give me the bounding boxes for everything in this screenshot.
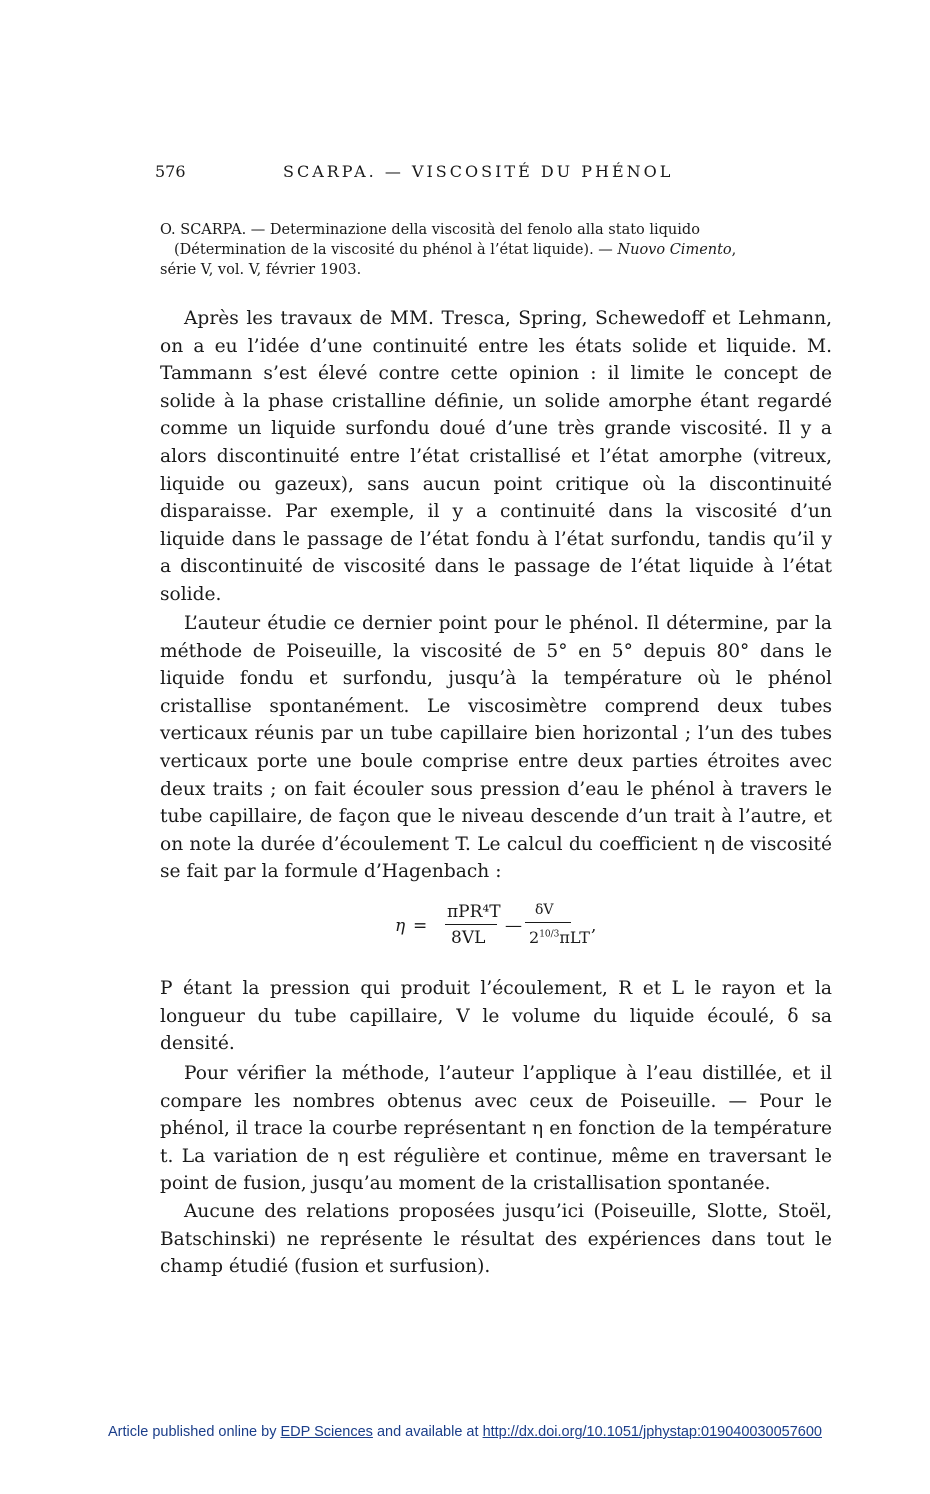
reference-line-1: O. SCARPA. — Determinazione della viscosità del fenolo alla stato liquido [160, 222, 700, 238]
page-number: 576 [155, 162, 186, 181]
formula-den-base: 2 [529, 928, 540, 947]
formula-fraction-2-numerator: δV [535, 902, 554, 918]
reference-line-2-comma: , [731, 242, 737, 258]
paragraph-1-block [160, 305, 832, 609]
bibliographic-reference [160, 220, 832, 280]
formula-minus: — [505, 916, 522, 936]
paragraph-3-block [160, 975, 832, 1058]
formula-fraction-2-bar [525, 922, 571, 923]
formula-den-exponent: 10/3 [539, 929, 560, 940]
running-title: SCARPA. — VISCOSITÉ DU PHÉNOL [283, 162, 674, 181]
formula-equals: = [413, 916, 428, 936]
doi-link[interactable]: http://dx.doi.org/10.1051/jphystap:019040030057600 [482, 1424, 822, 1440]
formula-trailing-comma: , [591, 916, 597, 936]
hagenbach-formula [395, 900, 635, 964]
formula-fraction-1-numerator: πPR⁴T [447, 902, 501, 922]
reference-line-2-text: (Détermination de la viscosité du phénol à l’état liquide). — [174, 242, 618, 258]
publisher-link[interactable]: EDP Sciences [280, 1424, 373, 1440]
footer-prefix: Article published online by [108, 1424, 281, 1440]
footer-middle: and available at [372, 1424, 483, 1440]
publication-footer [0, 1424, 930, 1440]
reference-line-3: série V, vol. V, février 1903. [160, 262, 362, 278]
formula-fraction-1-denominator: 8VL [451, 928, 486, 948]
formula-fraction-2-denominator [529, 928, 590, 947]
formula-den-rest: πLT [559, 928, 590, 947]
paragraph-1: Après les travaux de MM. Tresca, Spring, Schewedoff et Lehmann, on a eu l’idée d’une continuité entre les états solide et liquide. M. Tammann s’est élevé contre cette opinion : il limite le concept de solide à la phase cristalline définie, un solide amorphe étant regardé comme un liquide surfondu doué d’une très grande viscosité. Il y a alors discontinuité entre l’état cristallisé et l’état amorphe (vitreux, liquide ou gazeux), sans aucun point critique où la discontinuité disparaisse. Par exemple, il y a continuité dans la viscosité d’un liquide dans le passage de l’état fondu à l’état surfondu, tandis qu’il y a discontinuité de viscosité dans le passage de l’état liquide à l’état solide. [160, 308, 832, 605]
paragraph-5: Aucune des relations proposées jusqu’ici (Poiseuille, Slotte, Stoël, Batschinski) ne représente le résultat des expériences dans tout le champ étudié (fusion et surfusion). [160, 1201, 832, 1278]
reference-line-2 [160, 240, 832, 260]
paragraph-4: Pour vérifier la méthode, l’auteur l’applique à l’eau distillée, et il compare les nombres obtenus avec ceux de Poiseuille. — Pour le phénol, il trace la courbe représentant η en fonction de la température t. La variation de η est régulière et continue, même en traversant le point de fusion, jusqu’au moment de la cristallisation spontanée. [160, 1063, 832, 1195]
paragraph-2-block [160, 610, 832, 886]
paragraph-3: P étant la pression qui produit l’écoulement, R et L le rayon et la longueur du tube capillaire, V le volume du liquide écoulé, δ sa densité. [160, 978, 832, 1055]
journal-name: Nuovo Cimento [617, 242, 732, 258]
paragraph-5-block [160, 1198, 832, 1281]
formula-lhs: η [395, 916, 406, 936]
paragraph-4-block [160, 1060, 832, 1198]
formula-fraction-1-bar [445, 924, 497, 925]
paragraph-2: L’auteur étudie ce dernier point pour le phénol. Il détermine, par la méthode de Poiseuille, la viscosité de 5° en 5° depuis 80° dans le liquide fondu et surfondu, jusqu’à la température où le phénol cristallise spontanément. Le viscosimètre comprend deux tubes verticaux réunis par un tube capillaire bien horizontal ; l’un des tubes verticaux porte une boule comprise entre deux parties étroites avec deux traits ; on fait écouler sous pression d’eau le phénol à travers le tube capillaire, de façon que le niveau descende d’un trait à l’autre, et on note la durée d’écoulement T. Le calcul du coefficient η de viscosité se fait par la formule d’Hagenbach : [160, 613, 832, 883]
